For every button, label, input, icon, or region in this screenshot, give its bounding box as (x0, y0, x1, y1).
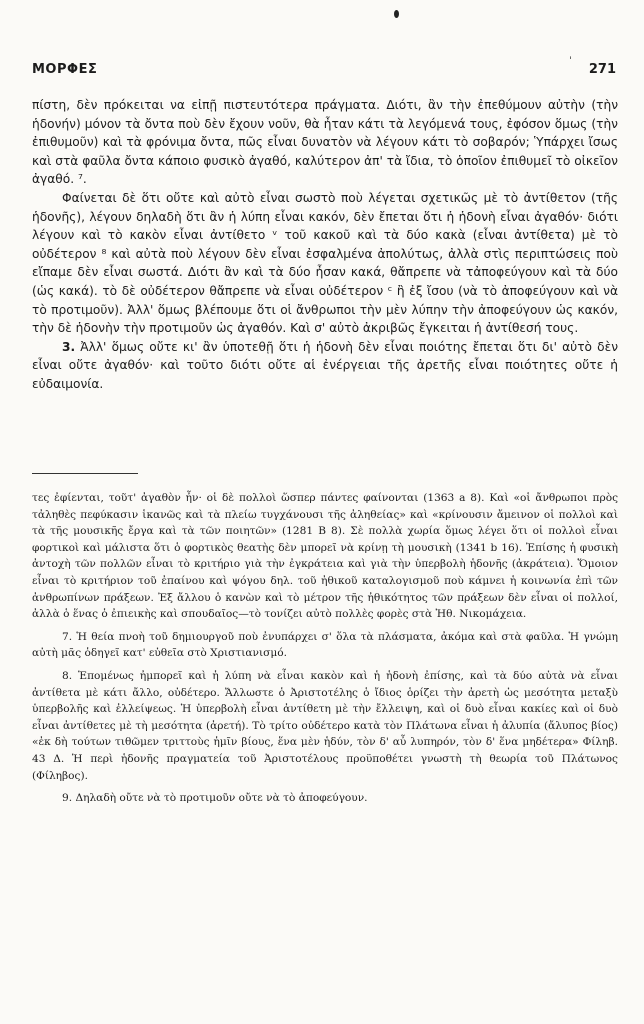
ink-tick: ˈ (569, 56, 572, 67)
footnotes (32, 490, 618, 813)
paragraph-1: πίστη, δὲν πρόκειται να εἰπῇ πιστευτότερα πράγματα. Διότι, ἂν τὴν ἐπεθύμουν αὐτὴν (τὴν ἡδονήν) μόνον τὰ ὄντα ποὺ δὲν ἔχουν νοῦν, θὰ ἦταν κάτι τὰ λεγόμενά τους, ἐφόσον ὅμως (τὴν ἐπιθυμοῦν) καὶ τὰ φρόνιμα ὄντα, πῶς εἶναι δυνατὸν νὰ λέγουν κάτι τὸ σοβαρόν; Ὑπάρχει ἴσως καὶ στὰ φαῦλα ὄντα κάποιο φυσικὸ ἀγαθό, καλύτερον ἀπ' τὰ ἴδια, τὸ ὁποῖον ἐπιθυμεῖ τὸ οἰκεῖον ἀγαθό. ⁷. (32, 98, 618, 187)
footnote-continuation: τες ἐφίενται, τοῦτ' ἀγαθὸν ἦν· οἱ δὲ πολλοὶ ὥσπερ πάντες φαίνονται (1363 a 8). Καὶ «οἱ ἄνθρωποι πρὸς τἀληθὲς πεφύκασιν ἱκανῶς καὶ τὰ πλείω τυγχάνουσι τῆς ἀληθείας» καὶ «κρίνουσιν ἄμεινον οἱ πολλοὶ καὶ τὰ τῆς μουσικῆς ἔργα καὶ τὰ τῶν ποιητῶν» (1281 B 8). Σὲ πολλὰ χωρία ὅμως λέγει ὅτι οἱ πολλοὶ εἶναι φορτικοὶ καὶ μάλιστα ὅτι ὁ φορτικὸς θεατὴς δὲν μπορεῖ νὰ κρίνῃ τὴ μουσικὴ (1341 b 16). Ἐπίσης ἡ φυσικὴ ἀντοχὴ τῶν πολλῶν εἶναι τὸ κριτήριο γιὰ τὴν ἐγκράτεια καὶ γιὰ τὴν ὑπερβολὴ ἡδονῆς (ἀκράτεια). Ὅμοιον εἶναι τὸ κριτήριον τοῦ ἐπαίνου καὶ ψόγου δηλ. τοῦ ἠθικοῦ καταλογισμοῦ ποὺ κάμνει ἡ κοινωνία ἐπὶ τῶν ἀνθρωπίνων πράξεων. Ἐξ ἄλλου ὁ κανὼν καὶ τὸ μέτρον τῆς ἠθικότητος τῶν πράξεων δὲν εἶναι οἱ πολλοί, ἀλλὰ ὁ ἕνας ὁ ἐπιεικὴς καὶ σπουδαῖος—τὸ τονίζει αὐτὸ πολλὲς φορὲς στὰ Ἠθ. Νικομάχεια. (32, 492, 618, 621)
section-number: 3. (62, 339, 76, 354)
ink-dot (394, 10, 399, 18)
running-title: ΜΟΡΦΕΣ (32, 62, 98, 77)
paragraph-2: Φαίνεται δὲ ὅτι οὔτε καὶ αὐτὸ εἶναι σωστὸ ποὺ λέγεται σχετικῶς μὲ τὸ ἀντίθετον (τῆς ἡδονῆς), λέγουν δηλαδὴ ὅτι ἂν ἡ λύπη εἶναι κακόν, δὲν ἔπεται ὅτι ἡ ἡδονὴ εἶναι ἀγαθόν· διότι λέγουν καὶ τὸ κακὸν εἶναι ἀντίθετο ᵛ τοῦ κακοῦ καὶ τὰ δύο κακὰ (εἶναι ἀντίθετα) μὲ τὸ οὐδέτερον ⁸ καὶ αὐτὰ ποὺ λέγουν δὲν εἶναι ἐσφαλμένα ἀπολύτως, ἀλλὰ στὶς περιπτώσεις ποὺ εἴπαμε δὲν εἶναι σωστά. Διότι ἂν καὶ τὰ δύο ἦσαν κακά, θἄπρεπε νὰ τἀποφεύγουν καὶ τὰ δύο (ὡς κακά). τὸ δὲ οὐδέτερον θἄπρεπε νὰ εἶναι οὐδέτερον ᶜ ἢ ἐξ ἴσου (νὰ τὸ ἀποφεύγουν καὶ νὰ τὸ προτιμοῦν). Ἀλλ' ὅμως βλέπουμε ὅτι οἱ ἄνθρωποι τὴν μὲν λύπην τὴν ἀποφεύγουν ὡς κακόν, τὴν δὲ ἡδονὴν τὴν προτιμοῦν ὡς ἀγαθόν. Καὶ σ' αὐτὸ ἀκριβῶς ἔγκειται ἡ ἀντίθεσή τους. (32, 190, 618, 336)
footnote-7: 7. Ἡ θεία πνοὴ τοῦ δημιουργοῦ ποὺ ἐνυπάρχει σ' ὅλα τὰ πλάσματα, ἀκόμα καὶ στὰ φαῦλα. Ἡ γνώμη αὐτὴ μᾶς ὁδηγεῖ κατ' εὐθεῖα στὸ Χριστιανισμό. (32, 630, 618, 660)
footnote-separator (32, 473, 138, 474)
footnote-8: 8. Ἑπομένως ἠμπορεῖ καὶ ἡ λύπη νὰ εἶναι κακὸν καὶ ἡ ἡδονὴ ἐπίσης, καὶ τὰ δύο αὐτὰ νὰ εἶναι ἀντίθετα μὲ κάτι ἄλλο, οὐδέτερο. Ἄλλωστε ὁ Ἀριστοτέλης ὁ ἴδιος ὁρίζει τὴν ἀρετὴ ὡς μεσότητα μεταξὺ ὑπερβολῆς καὶ ἐλλείψεως. Ἡ ὑπερβολὴ εἶναι ἀντίθετη μὲ τὴν ἔλλειψη, καὶ οἱ δυὸ εἶναι κακίες καὶ οἱ δυὸ εἶναι ἀντίθετες μὲ τὴ μεσότητα (ἀρετή). Τὸ τρίτο οὐδέτερο κατὰ τὸν Πλάτωνα εἶναι ἡ ἀλυπία (ἄλυπος βίος) «ἐκ δὴ τούτων τιθῶμεν τριττοὺς ἡμῖν βίους, ἕνα μὲν ἡδύν, τὸν δ' αὖ λυπηρόν, τὸν δ' ἕνα μηδέτερα» Φίληβ. 43 Δ. Ἡ περὶ ἡδονῆς πραγματεία τοῦ Ἀριστοτέλους προϋποθέτει γνωστὴ τὴ θεωρία τοῦ Πλάτωνος (Φίληβος). (32, 669, 618, 782)
main-text (32, 96, 618, 394)
paragraph-3 (32, 338, 618, 394)
paragraph-3-text: Ἀλλ' ὅμως οὔτε κι' ἂν ὑποτεθῇ ὅτι ἡ ἡδονὴ δὲν εἶναι ποιότης ἔπεται ὅτι δι' αὐτὸ δὲν εἶναι οὔτε ἀγαθόν· καὶ τοῦτο διότι οὔτε αἱ ἐνέργειαι τῆς ἀρετῆς εἶναι ποιότητες οὔτε ἡ εὐδαιμονία. (32, 339, 618, 391)
running-header (32, 56, 616, 80)
footnote-9: 9. Δηλαδὴ οὔτε νὰ τὸ προτιμοῦν οὔτε νὰ τὸ ἀποφεύγουν. (62, 792, 368, 805)
page-number: 271 (588, 62, 616, 77)
